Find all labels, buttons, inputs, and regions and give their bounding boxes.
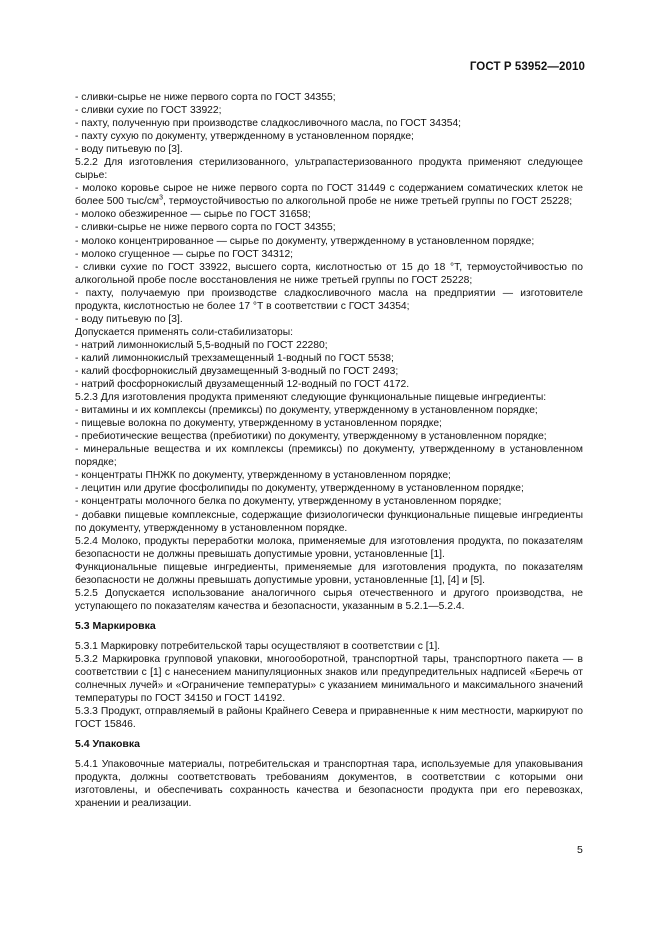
milk-raw-text-2: , термоустойчивостью по алкогольной пробе не ниже третьей группы по ГОСТ 25228; bbox=[163, 196, 573, 208]
list-item: - лецитин или другие фосфолипиды по документу, утвержденному в установленном порядке; bbox=[75, 483, 524, 495]
list-item: - пребиотические вещества (пребиотики) по документу, утвержденному в установленном порядке; bbox=[75, 431, 547, 443]
list-item: - пахту, полученную при производстве сладкосливочного масла, по ГОСТ 34354; bbox=[75, 118, 462, 130]
paragraph-5-2-4-b: Функциональные пищевые ингредиенты, применяемые для изготовления продукта, по показателям безопасности не должны превышать допустимые уровни, установленные [1], [4] и [5]. bbox=[75, 561, 583, 586]
list-item: - воду питьевую по [3]. bbox=[75, 313, 183, 325]
list-item: - молоко концентрированное — сырье по документу, утвержденному в установленном порядке; bbox=[75, 235, 535, 247]
list-item: - сливки-сырье не ниже первого сорта по ГОСТ 34355; bbox=[75, 222, 336, 234]
document-id-header: ГОСТ Р 53952—2010 bbox=[469, 61, 585, 73]
document-body bbox=[75, 91, 583, 810]
list-item: - сливки-сырье не ниже первого сорта по ГОСТ 34355; bbox=[75, 92, 336, 103]
list-item: - воду питьевую по [3]. bbox=[75, 144, 183, 156]
list-item: - концентраты ПНЖК по документу, утвержденному в установленном порядке; bbox=[75, 470, 451, 482]
list-item: - добавки пищевые комплексные, содержащие физиологически функциональные пищевые ингредиенты по документу, утвержденному в установленном порядке. bbox=[75, 509, 583, 534]
paragraph-5-2-5: 5.2.5 Допускается использование аналогичного сырья отечественного и другого производства, не уступающего по показателям качества и безопасности, указанным в 5.2.1—5.2.4. bbox=[75, 587, 583, 612]
paragraph-5-2-3: 5.2.3 Для изготовления продукта применяют следующие функциональные пищевые ингредиенты: bbox=[75, 392, 547, 404]
section-heading-5-3: 5.3 Маркировка bbox=[75, 619, 156, 632]
list-item: - минеральные вещества и их комплексы (премиксы) по документу, утвержденному в установленном порядке; bbox=[75, 444, 583, 469]
paragraph-5-2-4: 5.2.4 Молоко, продукты переработки молока, применяемые для изготовления продукта, по показателям безопасности не должны превышать допустимые уровни, установленные [1]. bbox=[75, 535, 583, 560]
list-item: - молоко обезжиренное — сырье по ГОСТ 31658; bbox=[75, 209, 311, 221]
list-item: - концентраты молочного белка по документу, утвержденному в установленном порядке; bbox=[75, 496, 502, 508]
paragraph-5-4-1: 5.4.1 Упаковочные материалы, потребительская и транспортная тара, используемые для упаковывания продукта, должны соответствовать требованиям документов, в соответствии с которыми они изготовлены, и обеспечивать сохранность качества и безопасности продукта при его перевозках, хранении и реализации. bbox=[75, 759, 583, 810]
list-item: - сливки сухие по ГОСТ 33922, высшего сорта, кислотностью от 15 до 18 °Т, термоустойчивостью по алкогольной пробе после восстановления не ниже третьей группы по ГОСТ 25228; bbox=[75, 261, 583, 286]
stabilizers-intro: Допускается применять соли-стабилизаторы: bbox=[75, 326, 294, 338]
list-item: - пищевые волокна по документу, утвержденному в установленном порядке; bbox=[75, 418, 442, 430]
list-item: - натрий лимоннокислый 5,5-водный по ГОСТ 22280; bbox=[75, 339, 328, 351]
paragraph-5-2-2: 5.2.2 Для изготовления стерилизованного, ультрапастеризованного продукта применяют следующее сырье: bbox=[75, 157, 583, 182]
paragraph-5-3-2: 5.3.2 Маркировка групповой упаковки, многооборотной, транспортной тары, транспортного пакета — в соответствии с [1] с нанесением манипуляционных знаков или предупредительных надписей «Беречь от солнечных лучей» и «Ограничение температуры» с указанием минимального и максимального значений температуры по ГОСТ 34150 и ГОСТ 14192. bbox=[75, 653, 583, 705]
superscript: 3 bbox=[159, 194, 164, 202]
list-item: - витамины и их комплексы (премиксы) по документу, утвержденному в установленном порядке; bbox=[75, 405, 538, 417]
page-number: 5 bbox=[577, 844, 583, 856]
milk-raw-text-1: - молоко коровье сырое не ниже первого сорта по ГОСТ 31449 с содержанием соматических клеток не более 500 тыс/см bbox=[75, 183, 583, 208]
list-item: - сливки сухие по ГОСТ 33922; bbox=[75, 105, 222, 117]
list-item: - пахту сухую по документу, утвержденному в установленном порядке; bbox=[75, 131, 414, 143]
section-heading-5-4: 5.4 Упаковка bbox=[75, 738, 140, 751]
list-item: - калий лимоннокислый трехзамещенный 1-водный по ГОСТ 5538; bbox=[75, 352, 394, 364]
list-item: - пахту, получаемую при производстве сладкосливочного масла на предприятии — изготовителе продукта, кислотностью не более 17 °Т в соответствии с ГОСТ 34354; bbox=[75, 287, 583, 312]
paragraph-5-3-1: 5.3.1 Маркировку потребительской тары осуществляют в соответствии с [1]. bbox=[75, 640, 441, 652]
list-item: - натрий фосфорнокислый двузамещенный 12-водный по ГОСТ 4172. bbox=[75, 379, 410, 391]
list-item-milk-raw bbox=[75, 182, 583, 208]
list-item: - калий фосфорнокислый двузамещенный 3-водный по ГОСТ 2493; bbox=[75, 365, 399, 377]
paragraph-5-3-3: 5.3.3 Продукт, отправляемый в районы Крайнего Севера и приравненные к ним местности, маркируют по ГОСТ 15846. bbox=[75, 706, 583, 731]
list-item: - молоко сгущенное — сырье по ГОСТ 34312; bbox=[75, 248, 294, 260]
